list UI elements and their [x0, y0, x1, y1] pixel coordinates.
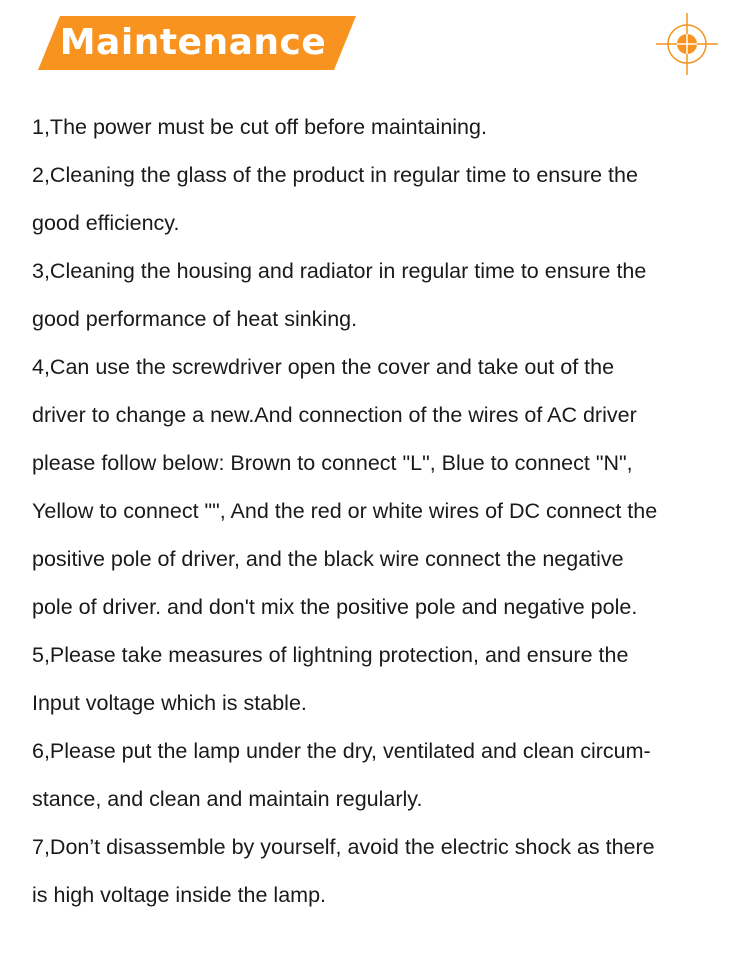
page-title: Maintenance	[59, 22, 327, 63]
text-line: positive pole of driver, and the black wire connect the negative	[32, 547, 624, 571]
text-line: 3,Cleaning the housing and radiator in regular time to ensure the	[32, 259, 647, 283]
text-line: please follow below: Brown to connect "L", Blue to connect "N",	[32, 451, 633, 475]
header	[0, 0, 750, 95]
text-line: 6,Please put the lamp under the dry, ventilated and clean circum-	[32, 739, 651, 763]
text-line: is high voltage inside the lamp.	[32, 883, 327, 907]
text-line: 1,The power must be cut off before maintaining.	[32, 115, 487, 139]
text-line: 4,Can use the screwdriver open the cover and take out of the	[32, 355, 615, 379]
text-line: Input voltage which is stable.	[32, 691, 307, 715]
maintenance-instructions	[32, 103, 742, 919]
text-line: good efficiency.	[32, 211, 180, 235]
text-line: pole of driver. and don't mix the positive pole and negative pole.	[32, 595, 638, 619]
title-banner	[38, 16, 356, 70]
crosshair-target-icon	[655, 12, 719, 76]
text-line: stance, and clean and maintain regularly.	[32, 787, 423, 811]
text-line: driver to change a new.And connection of the wires of AC driver	[32, 403, 637, 427]
text-line: good performance of heat sinking.	[32, 307, 358, 331]
text-line: 7,Don’t disassemble by yourself, avoid the electric shock as there	[32, 835, 655, 859]
text-line: Yellow to connect "", And the red or white wires of DC connect the	[32, 499, 658, 523]
text-line: 5,Please take measures of lightning protection, and ensure the	[32, 643, 629, 667]
text-line: 2,Cleaning the glass of the product in regular time to ensure the	[32, 163, 638, 187]
